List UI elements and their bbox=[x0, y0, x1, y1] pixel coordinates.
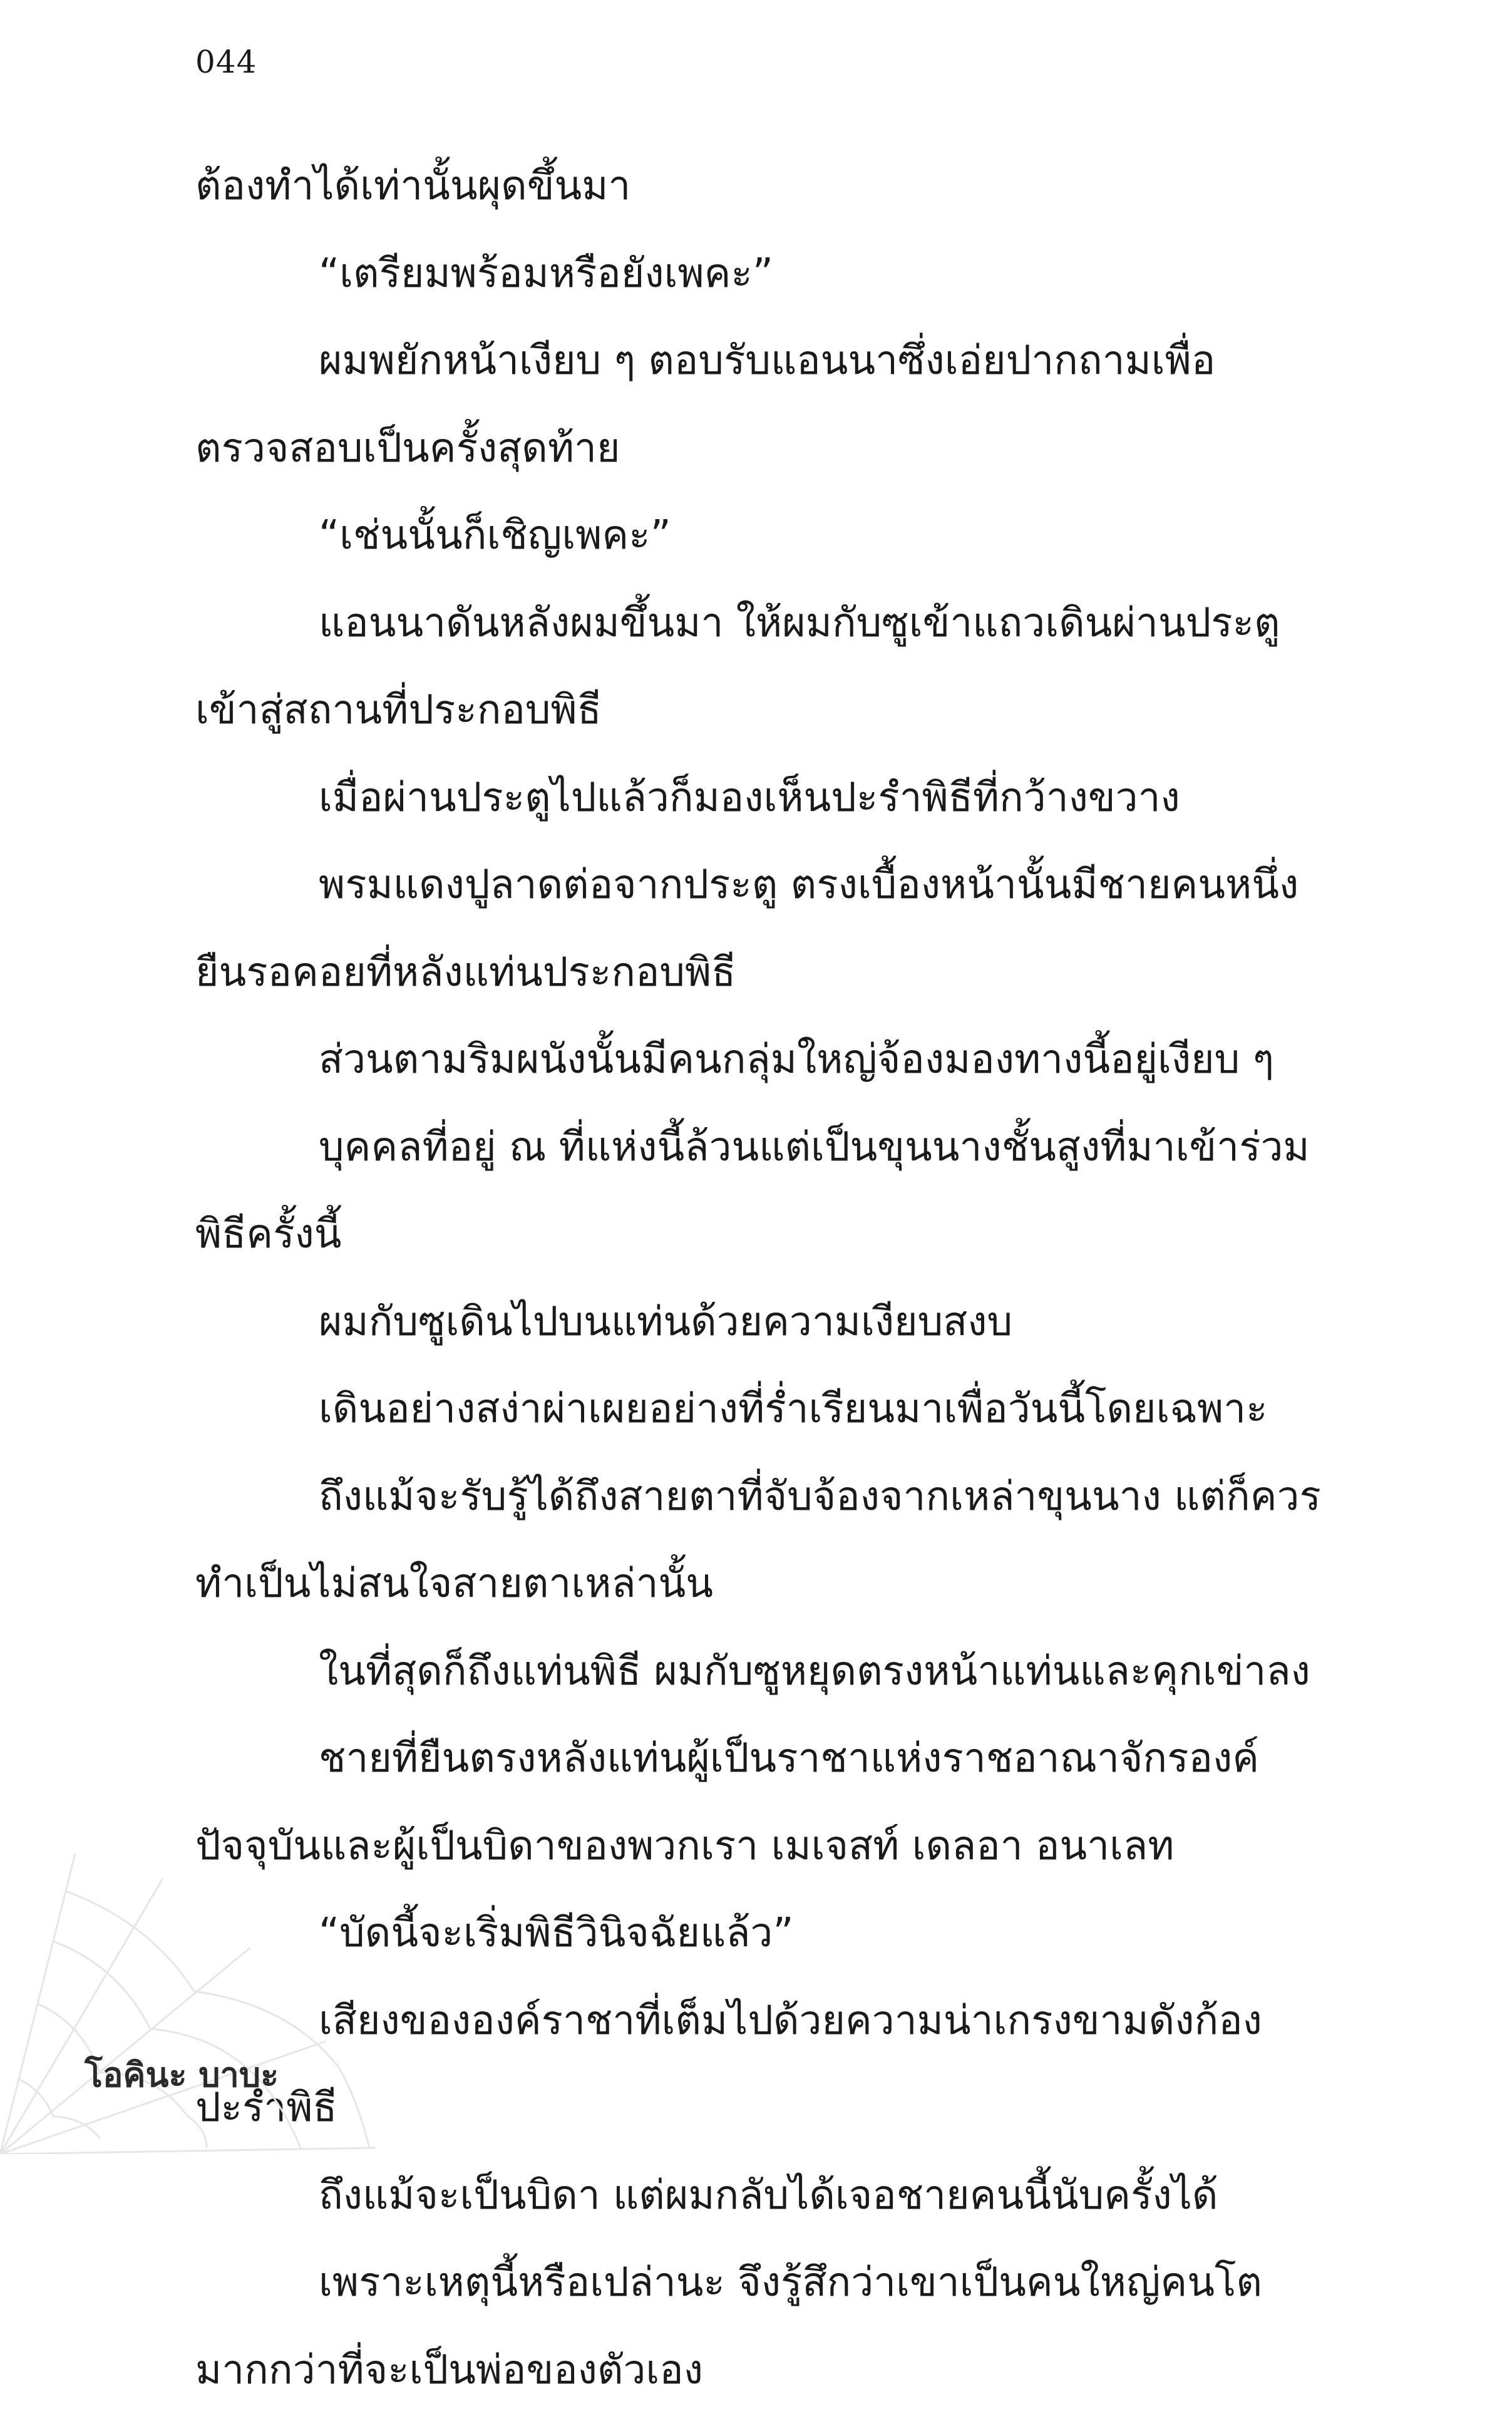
text-line: ในที่สุดก็ถึงแท่นพิธี ผมกับซูหยุดตรงหน้าแท่นและคุกเข่าลง bbox=[195, 1628, 1322, 1716]
text-line: ตรวจสอบเป็นครั้งสุดท้าย bbox=[195, 405, 1322, 493]
text-line: ผมกับซูเดินไปบนแท่นด้วยความเงียบสงบ bbox=[195, 1279, 1322, 1366]
text-line: แอนนาดันหลังผมขึ้นมา ให้ผมกับซูเข้าแถวเดินผ่านประตู bbox=[195, 580, 1322, 668]
text-line: เพราะเหตุนี้หรือเปล่านะ จึงรู้สึกว่าเขาเป็นคนใหญ่คนโต bbox=[195, 2239, 1322, 2327]
text-line: “เช่นนั้นก็เชิญเพคะ” bbox=[195, 492, 1322, 580]
text-line: เมื่อผ่านประตูไปแล้วก็มองเห็นปะรำพิธีที่กว้างขวาง bbox=[195, 755, 1322, 842]
text-line: ชายที่ยืนตรงหลังแท่นผู้เป็นราชาแห่งราชอาณาจักรองค์ bbox=[195, 1715, 1322, 1803]
text-line: ส่วนตามริมผนังนั้นมีคนกลุ่มใหญ่จ้องมองทางนี้อยู่เงียบ ๆ bbox=[195, 1016, 1322, 1104]
text-line: ยืนรอคอยที่หลังแท่นประกอบพิธี bbox=[195, 929, 1322, 1017]
text-line: ถึงแม้จะรับรู้ได้ถึงสายตาที่จับจ้องจากเหล่าขุนนาง แต่ก็ควร bbox=[195, 1453, 1322, 1541]
text-line: ทำเป็นไม่สนใจสายตาเหล่านั้น bbox=[195, 1540, 1322, 1628]
text-line: ผมพยักหน้าเงียบ ๆ ตอบรับแอนนาซึ่งเอ่ยปากถามเพื่อ bbox=[195, 317, 1322, 405]
page-number: 044 bbox=[195, 44, 257, 80]
text-line: “เตรียมพร้อมหรือยังเพคะ” bbox=[195, 230, 1322, 318]
text-line: ถึงแม้จะเป็นบิดา แต่ผมกลับได้เจอชายคนนี้นับครั้งได้ bbox=[195, 2152, 1322, 2240]
spider-web-icon bbox=[0, 1854, 438, 2154]
text-line: พิธีครั้งนี้ bbox=[195, 1191, 1322, 1279]
text-line: เข้าสู่สถานที่ประกอบพิธี bbox=[195, 667, 1322, 755]
text-line: ปะรำพิธี bbox=[195, 2065, 1322, 2152]
text-line: เดินอย่างสง่าผ่าเผยอย่างที่ร่ำเรียนมาเพื่อวันนี้โดยเฉพาะ bbox=[195, 1366, 1322, 1453]
text-line: ต้องทำได้เท่านั้นผุดขึ้นมา bbox=[195, 143, 1322, 230]
text-line: พรมแดงปูลาดต่อจากประตู ตรงเบื้องหน้านั้นมีชายคนหนึ่ง bbox=[195, 842, 1322, 929]
text-line: เสียงขององค์ราชาที่เต็มไปด้วยความน่าเกรงขามดังก้อง bbox=[195, 1978, 1322, 2065]
text-line: “บัดนี้จะเริ่มพิธีวินิจฉัยแล้ว” bbox=[195, 1890, 1322, 1978]
text-line: บุคคลที่อยู่ ณ ที่แห่งนี้ล้วนแต่เป็นขุนนางชั้นสูงที่มาเข้าร่วม bbox=[195, 1104, 1322, 1192]
page-footer bbox=[0, 1854, 438, 2154]
text-line: มากกว่าที่จะเป็นพ่อของตัวเอง bbox=[195, 2327, 1322, 2414]
text-line: ปัจจุบันและผู้เป็นบิดาของพวกเรา เมเจสท์ เดลอา อนาเลท bbox=[195, 1803, 1322, 1890]
author-name: โอคินะ บาบะ bbox=[85, 2048, 279, 2102]
